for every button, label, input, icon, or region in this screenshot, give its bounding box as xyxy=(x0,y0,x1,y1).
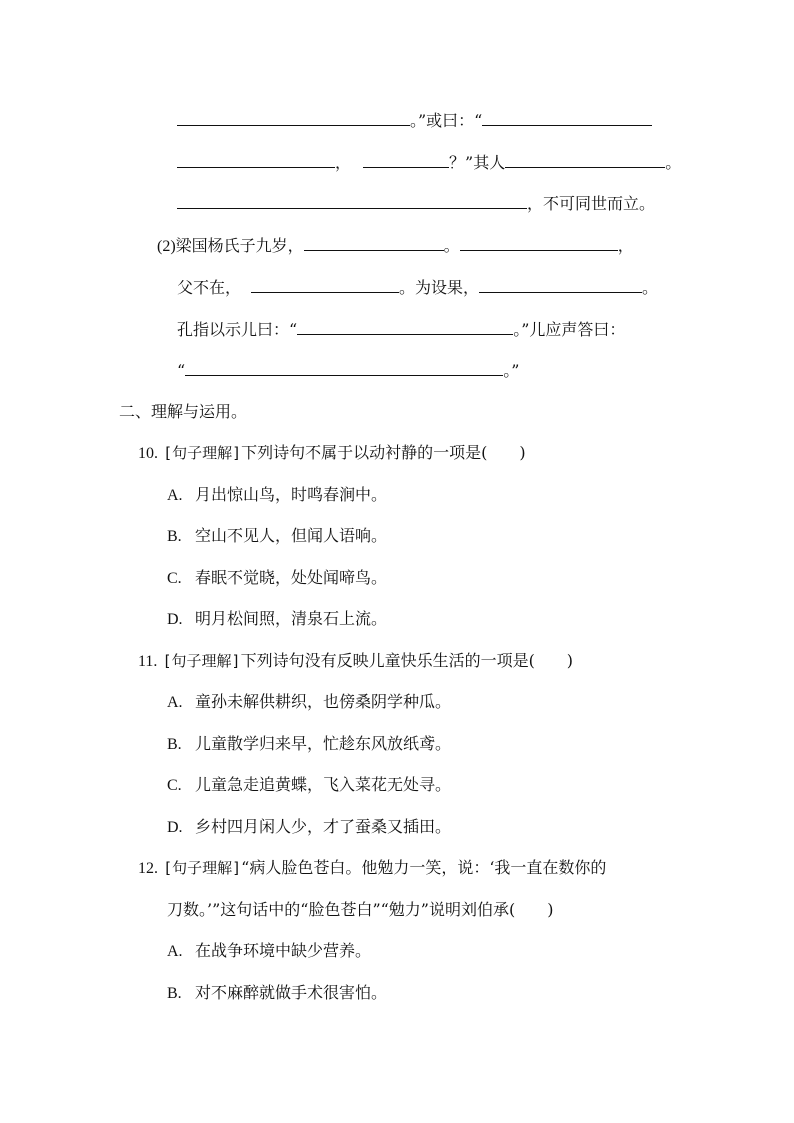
answer-blank[interactable] xyxy=(479,275,642,293)
option-text: 儿童急走追黄蝶，飞入菜花无处寻。 xyxy=(195,775,452,794)
question-11-option-d[interactable] xyxy=(167,815,451,839)
question-tag: [句子理解] xyxy=(163,444,242,462)
line-text: 。 xyxy=(665,153,682,172)
option-text: 春眠不觉晓，处处闻啼鸟。 xyxy=(195,568,388,587)
question-12-stem xyxy=(138,856,606,880)
question-number: 11. xyxy=(138,653,158,670)
question-11-stem xyxy=(138,649,573,673)
option-letter: A. xyxy=(167,694,183,711)
question-11-option-c[interactable] xyxy=(167,773,451,797)
question-10-option-b[interactable] xyxy=(167,524,387,548)
line-text: 。 xyxy=(443,236,460,255)
question-10-stem xyxy=(138,441,526,465)
option-letter: C. xyxy=(167,570,182,587)
answer-blank[interactable] xyxy=(363,150,449,168)
question-text: 下列诗句没有反映儿童快乐生活的一项是( ) xyxy=(240,651,574,670)
answer-blank[interactable] xyxy=(482,108,652,126)
item-label: (2) xyxy=(157,238,176,255)
line-text: 父不在， xyxy=(177,278,242,297)
fill-item-2-line-1 xyxy=(157,233,634,257)
option-text: 童孙未解供耕织，也傍桑阴学种瓜。 xyxy=(195,692,452,711)
question-12-option-a[interactable] xyxy=(167,939,371,963)
answer-blank[interactable] xyxy=(505,150,665,168)
answer-blank[interactable] xyxy=(297,317,513,335)
question-number: 12. xyxy=(138,860,158,877)
option-text: 空山不见人，但闻人语响。 xyxy=(195,526,388,545)
question-tag: [句子理解] xyxy=(163,859,242,877)
answer-blank[interactable] xyxy=(185,358,503,376)
line-text: 梁国杨氏子九岁， xyxy=(175,236,304,255)
fill-line-3 xyxy=(177,191,655,215)
question-number: 10. xyxy=(138,445,158,462)
line-text: ， xyxy=(335,153,352,172)
option-text: 明月松间照，清泉石上流。 xyxy=(195,609,388,628)
question-10-option-d[interactable] xyxy=(167,607,387,631)
question-10-option-c[interactable] xyxy=(167,566,387,590)
option-text: 月出惊山鸟，时鸣春涧中。 xyxy=(195,485,388,504)
fill-item-2-line-3 xyxy=(177,317,625,341)
line-text: 孔指以示儿曰：“ xyxy=(177,320,298,339)
question-10-option-a[interactable] xyxy=(167,483,387,507)
question-text: “病人脸色苍白。他勉力一笑，说：‘我一直在数你的 xyxy=(241,858,607,877)
option-letter: D. xyxy=(167,819,183,836)
fill-item-2-line-4 xyxy=(177,358,519,382)
option-letter: B. xyxy=(167,736,182,753)
answer-blank[interactable] xyxy=(177,108,410,126)
answer-blank[interactable] xyxy=(304,233,444,251)
option-letter: C. xyxy=(167,777,182,794)
option-text: 儿童散学归来早，忙趁东风放纸鸢。 xyxy=(195,734,452,753)
question-12-stem-continued: 刀数。’”这句话中的“脸色苍白”“勉力”说明刘伯承( ) xyxy=(167,900,554,919)
question-11-option-a[interactable] xyxy=(167,690,451,714)
option-letter: A. xyxy=(167,487,183,504)
option-text: 对不麻醉就做手术很害怕。 xyxy=(195,983,388,1002)
answer-blank[interactable] xyxy=(251,275,399,293)
option-letter: B. xyxy=(167,528,182,545)
option-text: 在战争环境中缺少营养。 xyxy=(195,941,372,960)
question-text: 下列诗句不属于以动衬静的一项是( ) xyxy=(241,443,526,462)
fill-line-2 xyxy=(177,150,681,174)
section-title: 二、理解与运用。 xyxy=(119,402,248,421)
option-text: 乡村四月闲人少，才了蚕桑又插田。 xyxy=(195,817,452,836)
option-letter: A. xyxy=(167,943,183,960)
line-text: ， xyxy=(617,236,634,255)
fill-line-1 xyxy=(177,108,652,132)
line-text: 。”或曰：“ xyxy=(410,111,483,130)
answer-blank[interactable] xyxy=(460,233,618,251)
option-letter: B. xyxy=(167,985,182,1002)
line-text: 。”儿应声答曰： xyxy=(513,320,626,339)
answer-blank[interactable] xyxy=(177,150,335,168)
line-text: “ xyxy=(177,361,186,380)
question-11-option-b[interactable] xyxy=(167,732,451,756)
line-text: 。 xyxy=(642,278,659,297)
answer-blank[interactable] xyxy=(177,191,527,209)
line-text: 。为设果， xyxy=(399,278,480,297)
line-text: ，不可同世而立。 xyxy=(527,194,656,213)
line-text: ？”其人 xyxy=(449,153,506,172)
option-letter: D. xyxy=(167,611,183,628)
question-12-option-b[interactable] xyxy=(167,981,387,1005)
fill-item-2-line-2 xyxy=(177,275,658,299)
question-tag: [句子理解] xyxy=(162,652,241,670)
line-text: 。” xyxy=(503,361,520,380)
